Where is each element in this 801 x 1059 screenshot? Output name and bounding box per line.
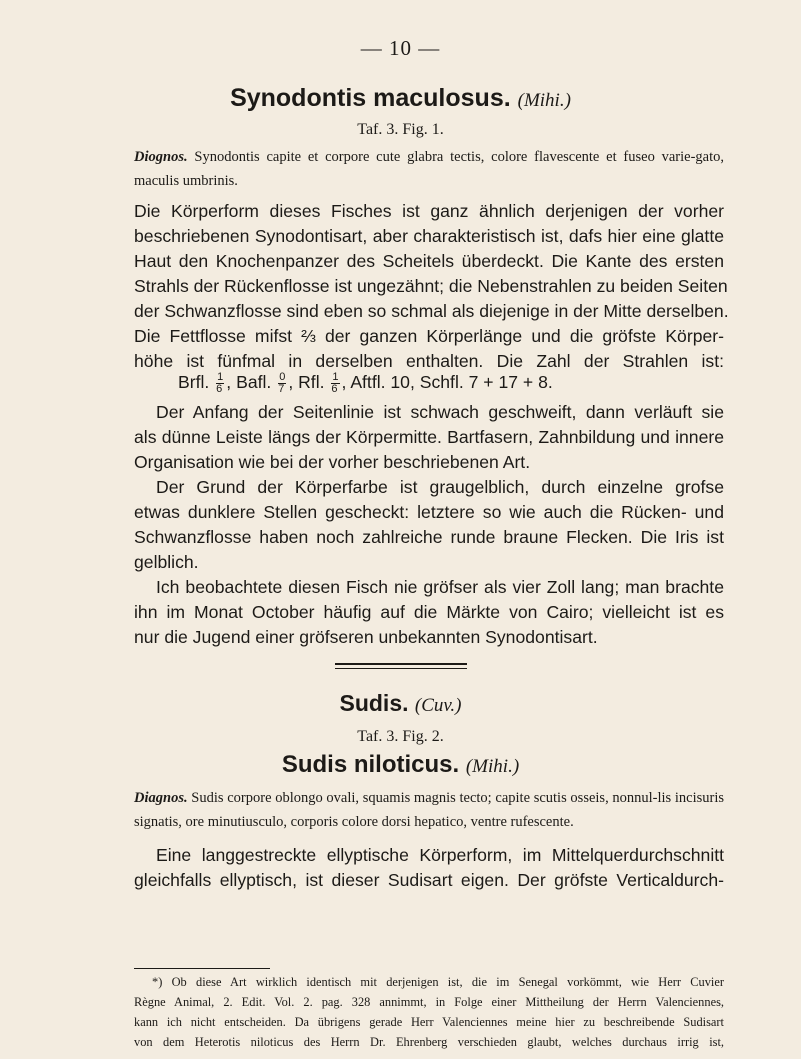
genus-author: (Cuv.): [414, 695, 462, 716]
body-line: Strahls der Rückenflosse ist ungezähnt; die Nebenstrahlen zu beiden Seiten: [134, 276, 728, 296]
body-line: Haut den Knochenpanzer des Scheitels überdeckt. Die Kante des ersten: [134, 251, 724, 271]
species-author: (Mihi.): [465, 756, 520, 777]
body-line: gleichfalls ellyptisch, ist dieser Sudisart eigen. Der gröfste Verticaldurch-: [134, 870, 724, 890]
section-divider: [335, 663, 467, 665]
body-line: gelblich.: [134, 552, 199, 572]
body-line: Ich beobachtete diesen Fisch nie gröfser als vier Zoll lang; man brachte: [156, 577, 724, 597]
body-line: Die Fettflosse mifst ⅔ der ganzen Körperlänge und die gröfste Körper-: [134, 326, 724, 346]
plate-reference: Taf. 3. Fig. 1.: [357, 121, 444, 138]
diagnosis-label: Diagnos.: [134, 790, 188, 806]
body-line: höhe ist fünfmal in derselben enthalten. Die Zahl der Strahlen ist:: [134, 351, 724, 371]
diagnosis-block: [134, 786, 724, 834]
body-line: etwas dunklere Stellen gescheckt: letztere so wie auch die Rücken- und: [134, 502, 724, 522]
page-number: — 10 —: [360, 36, 441, 60]
footnote-line: von dem Heterotis niloticus des Herrn Dr. Ehrenberg verschieden glaubt, welches durchaus irrig ist,: [134, 1035, 724, 1049]
formula-brfl: Brfl.: [178, 372, 210, 393]
fin-ray-formula: Brfl. $\frac{1}{6}$ , Bafl. $\frac{0}{7}$ , Rfl. $\frac{1}{6}$ , Aftfl. 10, Schfl. 7 + 17 + 8.: [178, 371, 553, 395]
diagnosis-text: Sudis corpore oblongo ovali, squamis magnis tecto; capite scutis osseis, nonnul-lis incisuris signatis, ore minutiusculo, corporis colore dorsi hepatico, ventre rufescente.: [134, 790, 725, 830]
formula-rest: Aftfl. 10, Schfl. 7 + 17 + 8.: [350, 372, 553, 393]
fraction-brfl: $\frac{1}{6}$: [216, 371, 224, 395]
body-line: Eine langgestreckte ellyptische Körperform, im Mittelquerdurchschnitt: [156, 845, 724, 865]
footnote-line: *) Ob diese Art wirklich identisch mit derjenigen ist, die im Senegal vorkömmt, wie Herr Cuvier: [152, 975, 724, 989]
body-line: nur die Jugend einer gröfseren unbekannten Synodontisart.: [134, 627, 598, 647]
species-author: (Mihi.): [517, 90, 571, 111]
species-title-synodontis: [0, 84, 801, 113]
footnote-line: Règne Animal, 2. Edit. Vol. 2. pag. 328 annimmt, in Folge einer Mittheilung der Herrn Valenciennes,: [134, 995, 724, 1009]
fraction-bafl: $\frac{0}{7}$: [278, 371, 286, 395]
species-name: Sudis niloticus.: [281, 751, 460, 778]
body-line: Schwanzflosse haben noch zahlreiche runde braune Flecken. Die Iris ist: [134, 527, 724, 547]
footnote-line: kann ich nicht entscheiden. Da übrigens gerade Herr Valenciennes meine hier zu beschreibende Sudisart: [134, 1015, 724, 1029]
formula-bafl: Bafl.: [236, 372, 272, 393]
diagnosis-label: Diognos.: [134, 149, 188, 165]
species-name: Synodontis maculosus.: [230, 84, 511, 112]
body-line: als dünne Leiste längs der Körpermitte. Bartfasern, Zahnbildung und innere: [134, 427, 724, 447]
body-line: beschriebenen Synodontisart, aber charakteristisch ist, dafs hier eine glatte: [134, 226, 724, 246]
diagnosis-text: Synodontis capite et corpore cute glabra tectis, colore flavescente et fuseo varie-gato, maculis umbrinis.: [134, 149, 725, 189]
body-line: Die Körperform dieses Fisches ist ganz ähnlich derjenigen der vorher: [134, 201, 724, 221]
body-line: der Schwanzflosse sind eben so schmal als diejenige in der Mitte derselben.: [134, 301, 729, 321]
genus-title-sudis: [0, 690, 801, 717]
diagnosis-block: [134, 145, 724, 193]
body-line: Der Grund der Körperfarbe ist graugelblich, durch einzelne grofse: [156, 477, 724, 497]
body-line: ihn im Monat October häufig auf die Märkte von Cairo; vielleicht ist es: [134, 602, 724, 622]
genus-name: Sudis.: [339, 690, 409, 716]
fraction-rfl: $\frac{1}{6}$: [331, 371, 339, 395]
formula-rfl: Rfl.: [298, 372, 325, 393]
body-line: Organisation wie bei der vorher beschriebenen Art.: [134, 452, 531, 472]
body-line: Der Anfang der Seitenlinie ist schwach geschweift, dann verläuft sie: [156, 402, 724, 422]
plate-reference: Taf. 3. Fig. 2.: [357, 728, 444, 745]
footnote-rule: [134, 968, 270, 969]
species-title-sudis: [0, 751, 801, 779]
section-divider-thin: [335, 668, 467, 669]
